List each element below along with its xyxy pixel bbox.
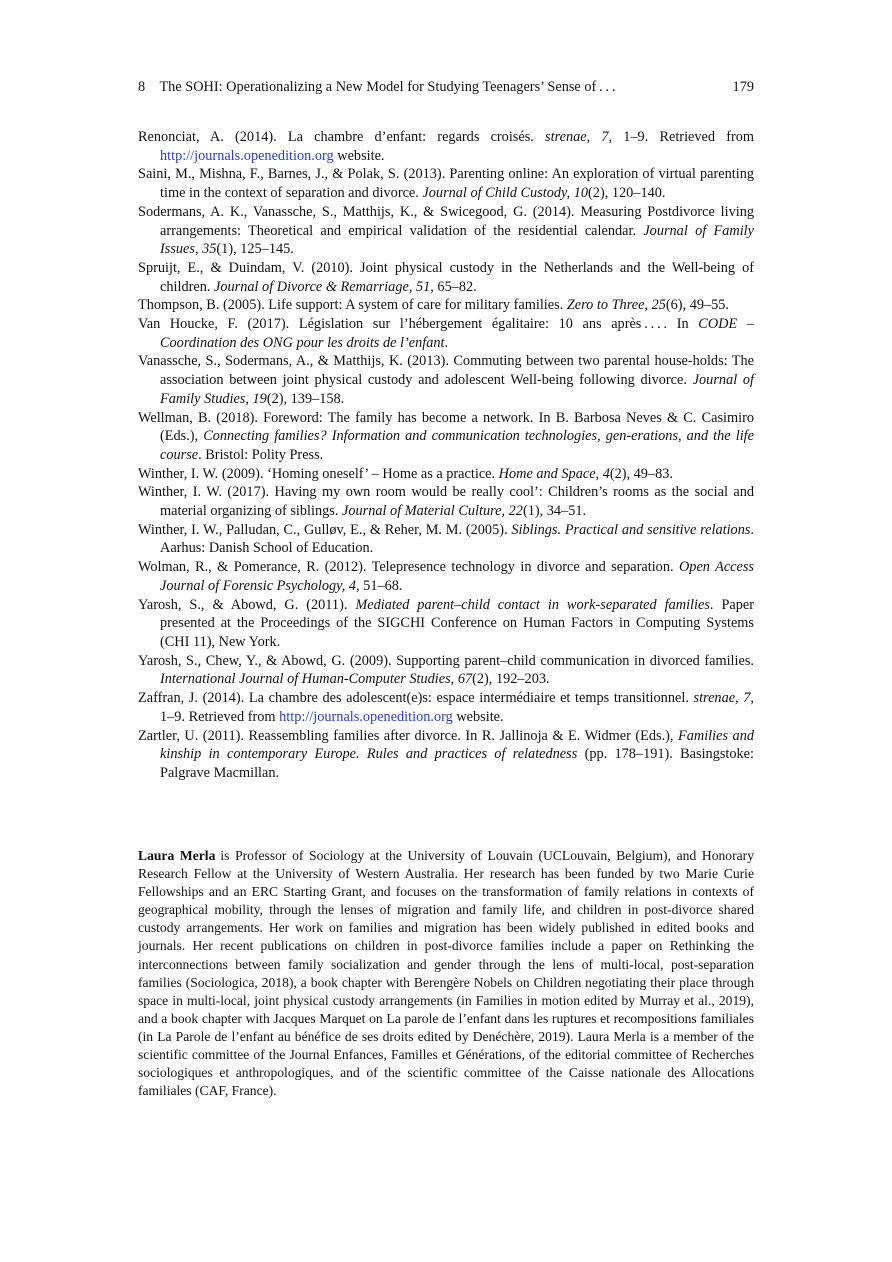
reference-entry xyxy=(138,596,754,652)
reference-italic-title: strenae, 7 xyxy=(693,690,751,707)
author-bio-text: is Professor of Sociology at the University of Louvain (UCLouvain, Belgium), and Honorary Research Fellow at the University of Western Australia. Her research has been funded by two Marie Curie Fellowships and an ERC Starting Grant, and focuses on the transformation of family relations in contexts of geographical mobility, through the lenses of migration and family life, and children in post-divorce shared custody arrangements. Her work on families and migration has been widely published in edited books and journals. Her recent publications on children in post-divorce families include a paper on Rethinking the interconnections between family socialization and gender through the lens of multi-local, post-separation families (Sociologica, 2018), a book chapter with Berengère Nobels on Children negotiating their place through space in multi-local, joint physical custody arrangements (in Families in motion edited by Murray et al., 2019), and a book chapter with Jacques Marquet on La parole de l’enfant dans les ruptures et recompositions familiales (in La Parole de l’enfant au bénéfice de ses droits edited by Denéchère, 2019). Laura Merla is a member of the scientific committee of the Journal Enfances, Familles et Générations, of the editorial committee of Recherches sociologiques et anthropologiques, and of the scientific committee of the Caisse nationale des Allocations familiales (CAF, France). xyxy=(138,848,754,1099)
reference-italic-title: Families and kinship in contemporary Europe. Rules and practices of relatedness xyxy=(160,727,754,763)
reference-text: Yarosh, S., & Abowd, G. (2011). xyxy=(138,596,356,613)
reference-italic-title: Journal of Family Studies, 19 xyxy=(160,372,755,407)
reference-entry xyxy=(138,315,754,352)
reference-entry xyxy=(138,689,754,726)
reference-text: . Bristol: Polity Press. xyxy=(198,446,324,463)
author-bio xyxy=(138,847,754,1100)
reference-text: , 65–82. xyxy=(430,278,477,295)
reference-entry xyxy=(138,165,754,202)
reference-italic-title: Siblings. Practical and sensitive relations xyxy=(511,521,751,538)
reference-entry xyxy=(138,483,754,520)
reference-text: website. xyxy=(452,708,504,725)
reference-link[interactable]: http://journals.openedition.org xyxy=(160,147,334,164)
reference-entry xyxy=(138,558,754,595)
reference-italic-title: Journal of Family Issues, 35 xyxy=(160,222,754,258)
reference-entry xyxy=(138,128,754,165)
reference-text: (2), 49–83. xyxy=(609,465,673,482)
reference-text: (pp. 178–191). Basingstoke: Palgrave Macmillan. xyxy=(160,746,754,781)
reference-italic-title: International Journal of Human-Computer Studies, 67 xyxy=(160,671,473,688)
reference-text: Winther, I. W. (2009). ‘Homing oneself’ – Home as a practice. xyxy=(138,465,499,482)
reference-text: . Aarhus: Danish School of Education. xyxy=(160,521,754,557)
chapter-running-title: 8 The SOHI: Operationalizing a New Model for Studying Teenagers’ Sense of . . . xyxy=(138,79,616,95)
reference-text: Renonciat, A. (2014). La chambre d’enfant: regards croisés. xyxy=(138,129,546,145)
reference-text: Zartler, U. (2011). Reassembling families after divorce. In R. Jallinoja & E. Widmer (Eds.), xyxy=(138,727,678,744)
reference-text: (1), 125–145. xyxy=(216,241,294,258)
author-name: Laura Merla xyxy=(138,848,216,863)
reference-italic-title: strenae, 7 xyxy=(545,129,609,145)
reference-entry xyxy=(138,296,754,315)
reference-italic-title: Journal of Divorce & Remarriage, 51 xyxy=(214,278,431,295)
reference-entry xyxy=(138,652,754,689)
reference-italic-title: Mediated parent–child contact in work-separated families xyxy=(355,596,710,613)
reference-entry xyxy=(138,352,754,408)
reference-text: Winther, I. W., Palludan, C., Gulløv, E., & Reher, M. M. (2005). xyxy=(138,521,512,538)
reference-italic-title: Journal of Material Culture, 22 xyxy=(342,503,523,520)
page-number: 179 xyxy=(732,79,754,95)
reference-entry xyxy=(138,259,754,296)
reference-text: Vanassche, S., Sodermans, A., & Matthijs, K. (2013). Commuting between two parental house-holds: The association between joint physical custody and adolescent Well-being following divorce. xyxy=(138,353,754,389)
reference-list xyxy=(138,128,754,783)
reference-italic-title: Open Access Journal of Forensic Psychology, 4 xyxy=(160,559,754,594)
reference-entry xyxy=(138,465,754,484)
reference-italic-title: Home and Space, 4 xyxy=(498,465,610,482)
reference-text: Wolman, R., & Pomerance, R. (2012). Telepresence technology in divorce and separation. xyxy=(138,559,679,576)
reference-text: , 1–9. Retrieved from xyxy=(608,129,754,145)
reference-text: , 1–9. Retrieved from xyxy=(160,690,754,725)
reference-link[interactable]: http://journals.openedition.org xyxy=(279,708,453,725)
reference-text: (2), 139–158. xyxy=(266,390,345,407)
reference-text: (2), 120–140. xyxy=(588,185,666,202)
reference-text: Winther, I. W. (2017). Having my own room would be really cool’: Children’s rooms as the social and material organizing of siblings. xyxy=(138,484,754,520)
reference-text: Yarosh, S., Chew, Y., & Abowd, G. (2009). Supporting parent–child communication in divorced families. xyxy=(138,652,754,669)
reference-text: Zaffran, J. (2014). La chambre des adolescent(e)s: espace intermédiaire et temps transitionnel. xyxy=(138,690,694,707)
reference-text: (1), 34–51. xyxy=(522,503,587,520)
reference-entry xyxy=(138,521,754,558)
reference-text: Saini, M., Mishna, F., Barnes, J., & Polak, S. (2013). Parenting online: An exploration of virtual parenting time in the context of separation and divorce. xyxy=(138,166,754,202)
reference-italic-title: CODE – Coordination des ONG pour les droits de l’enfant xyxy=(160,316,754,351)
reference-text: (2), 192–203. xyxy=(472,671,550,688)
reference-italic-title: Connecting families? Information and communication technologies, gen-erations, and the life course xyxy=(160,428,754,463)
reference-text: Wellman, B. (2018). Foreword: The family has become a network. In B. Barbosa Neves & C. Casimiro (Eds.), xyxy=(138,409,754,445)
reference-text: , 51–68. xyxy=(356,577,403,594)
reference-italic-title: Zero to Three, 25 xyxy=(566,297,666,314)
reference-entry xyxy=(138,203,754,259)
reference-entry xyxy=(138,409,754,465)
reference-text: . Paper presented at the Proceedings of the SIGCHI Conference on Human Factors in Computing Systems (CHI 11), New York. xyxy=(160,596,754,650)
reference-entry xyxy=(138,727,754,783)
reference-text: Spruijt, E., & Duindam, V. (2010). Joint physical custody in the Netherlands and the Well-being of children. xyxy=(138,259,754,295)
reference-text: Sodermans, A. K., Vanassche, S., Matthijs, K., & Swicegood, G. (2014). Measuring Postdivorce living arrangements: Theoretical and empirical validation of the residential calendar. xyxy=(138,203,754,239)
reference-italic-title: Journal of Child Custody, 10 xyxy=(422,185,589,202)
reference-text: . xyxy=(444,334,449,351)
reference-text: website. xyxy=(333,147,385,164)
reference-text: Van Houcke, F. (2017). Législation sur l’hébergement égalitaire: 10 ans après . . . . In xyxy=(138,316,699,333)
reference-text: (6), 49–55. xyxy=(665,297,730,314)
reference-text: Thompson, B. (2005). Life support: A system of care for military families. xyxy=(138,297,567,314)
